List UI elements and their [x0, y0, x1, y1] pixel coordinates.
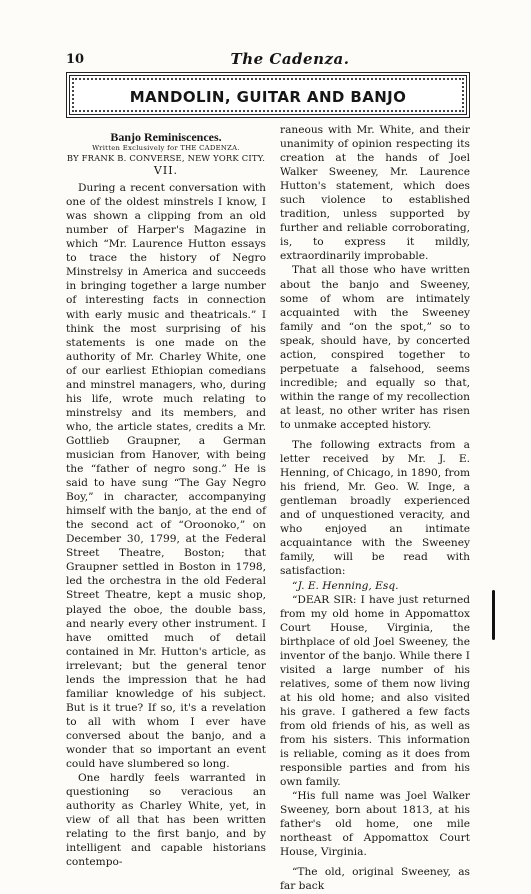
section-banner: [66, 72, 470, 118]
paragraph: That all those who have written about the banjo and Sweeney, some of whom are intimately acquainted with the Sweeney family and “on the spot,” so to speak, should have, by concerted action, conspired together to perpetuate a falsehood, seems incredible; and equally so that, within the range of my recollection at least, no other writer has risen to unmake accepted history.: [280, 264, 470, 431]
masthead: The Cadenza.: [230, 50, 350, 68]
article-title: Banjo Reminiscences.: [110, 130, 222, 144]
written-for-note: Written Exclusively for THE CADENZA.: [92, 144, 240, 153]
paragraph: raneous with Mr. White, and their unanimity of opinion respecting its creation at the hands of Joel Walker Sweeney, Mr. Laurence Hutton's statement, which does such violence to established tradition, unless supported by further and reliable corroborating, is, to express it mildly, extraordinarily improbable.: [280, 124, 470, 263]
paragraph: “The old, original Sweeney, as far back: [280, 866, 470, 893]
paragraph: The following extracts from a letter received by Mr. J. E. Henning, of Chicago, in 1890, from his friend, Mr. Geo. W. Inge, a gentleman broadly experienced and of unquestioned veracity, and who enjoyed an intimate acquaintance with the Sweeney family, will be read with satisfaction:: [280, 439, 470, 578]
article-byline: BY FRANK B. CONVERSE, NEW YORK CITY.: [66, 153, 266, 164]
paragraph: “DEAR SIR: I have just returned from my old home in Appomattox Court House, Virginia, the birthplace of old Joel Sweeney, the inventor of the banjo. While there I visited a large number of his relatives, some of them now living at his old home; and also visited his grave. I gathered a few facts from old friends of his, as well as from his sisters. This information is reliable, coming as it does from responsible parties and from his own family.: [280, 593, 470, 789]
chapter-number: VII.: [153, 164, 179, 178]
paragraph: “His full name was Joel Walker Sweeney, born about 1813, at his father's old home, one mile northeast of Appomattox Court House, Virginia.: [280, 790, 470, 859]
section-title: MANDOLIN, GUITAR AND BANJO: [129, 88, 407, 106]
paragraph: During a recent conversation with one of the oldest minstrels I know, I was shown a clipping from an old number of Harper's Magazine in which “Mr. Laurence Hutton essays to trace the history of Negro Minstrelsy in America and succeeds in bringing together a large number of interesting facts in connection with early music and theatricals.” I think the most surprising of his statements is one made on the authority of Mr. Charley White, one of our earliest Ethiopian comedians and minstrel managers, who, during his life, wrote much relating to minstrelsy and its members, and who, the article states, credits a Mr. Gottlieb Graupner, a German musician from Hanover, with being the “father of negro song.” He is said to have sung “The Gay Negro Boy,” in character, accompanying himself with the banjo, at the end of the second act of “Oroonoko,” on December 30, 1799, at the Federal Street Theatre, Boston; that Graupner settled in Boston in 1798, led the orchestra in the old Federal Street Theatre, kept a music shop, played the oboe, the double bass, and nearly every other instrument. I have omitted much of detail contained in Mr. Hutton's article, as irrelevant; but the general tenor lends the impression that he had familiar knowledge of his subject. But is it true? If so, it's a revelation to all with whom I ever have conversed about the banjo, and a wonder that so important an event could have slumbered so long.: [66, 182, 266, 771]
left-column: [66, 130, 266, 869]
right-column: [280, 123, 470, 894]
margin-mark: [492, 590, 495, 640]
paragraph: One hardly feels warranted in questioning so veracious an authority as Charley White, yet, in view of all that has been written relating to the first banjo, and by intelligent and capable historians contempo-: [66, 772, 266, 869]
page-number: 10: [66, 52, 85, 67]
letter-address: “J. E. Henning, Esq.: [292, 579, 399, 592]
